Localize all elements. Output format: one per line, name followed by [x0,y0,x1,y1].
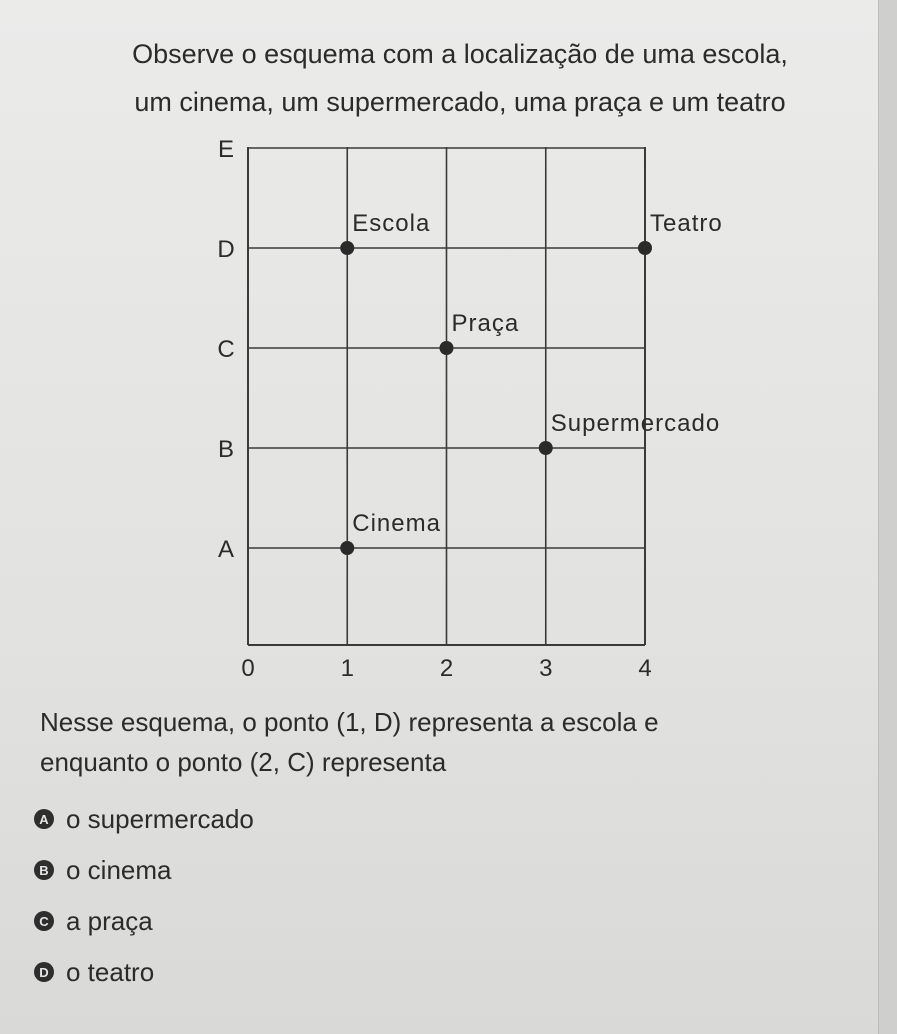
row-label-e: E [217,136,235,163]
option-c-text: a praça [66,905,153,936]
row-label-b: B [217,436,235,463]
option-b[interactable] [34,851,534,889]
praca-point [440,341,454,355]
grid-lines [248,147,645,645]
row-label-c: C [217,336,235,363]
option-a[interactable] [34,800,534,838]
question-text [40,702,860,782]
intro-line-1: Observe o esquema com a localização de uma escola, [132,39,788,69]
option-d-text: o teatro [66,956,155,987]
col-label-1: 1 [340,655,354,682]
supermercado-point [539,441,553,455]
question-line-2: enquanto o ponto (2, C) representa [40,747,447,777]
escola-label: Escola [352,210,431,237]
grid-points [340,210,722,555]
col-label-2: 2 [439,655,454,682]
option-b-text: o cinema [66,854,172,885]
escola-point [340,241,354,255]
option-d-badge: D [34,962,54,982]
grid-axis-labels [217,136,651,682]
cinema-point [340,541,354,555]
option-c[interactable] [34,902,534,940]
cinema-label: Cinema [352,510,441,537]
option-c-badge: C [34,911,54,931]
row-label-a: A [217,536,235,563]
col-label-3: 3 [539,655,553,682]
option-b-badge: B [34,860,54,880]
teatro-point [638,241,652,255]
col-label-4: 4 [638,655,652,682]
row-label-d: D [217,236,235,263]
answer-options [34,800,534,1004]
teatro-label: Teatro [650,210,723,237]
option-a-text: o supermercado [66,803,254,834]
question-line-1: Nesse esquema, o ponto (1, D) representa a escola e [40,707,659,737]
option-d[interactable] [34,953,534,991]
option-a-badge: A [34,809,54,829]
praca-label: Praça [451,310,520,337]
intro-line-2: um cinema, um supermercado, uma praça e um teatro [134,87,786,117]
supermercado-label: Supermercado [550,410,721,437]
col-label-0: 0 [241,655,255,682]
